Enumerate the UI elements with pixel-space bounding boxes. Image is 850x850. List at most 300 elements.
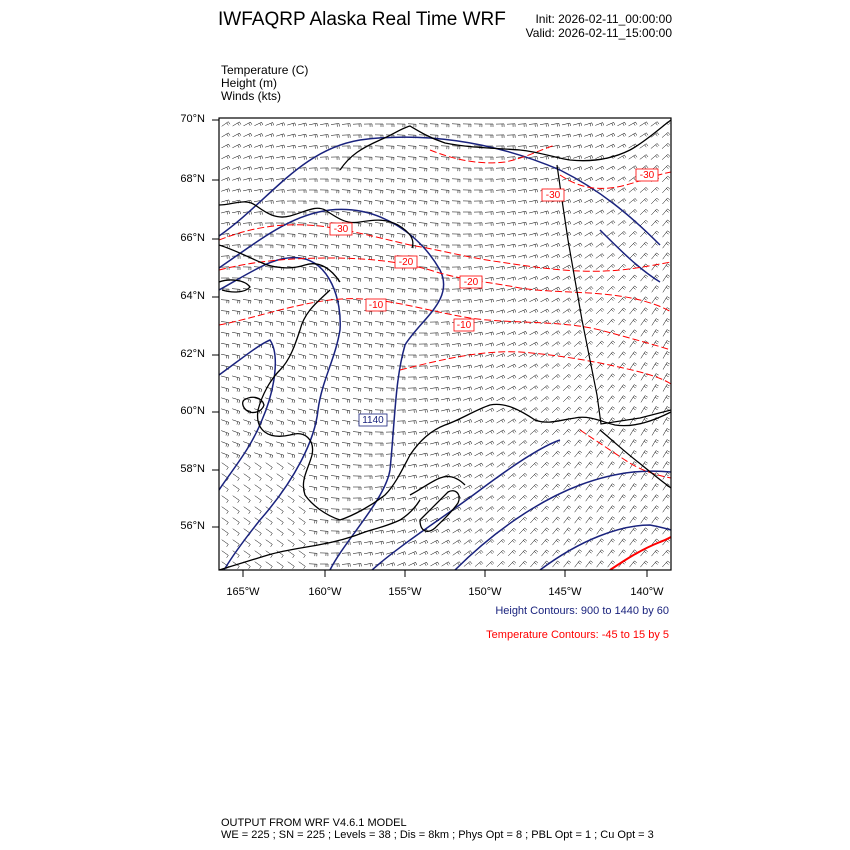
wind-barb <box>629 199 637 204</box>
winds-field-label: Winds (kts) <box>221 89 281 103</box>
wind-barb <box>663 319 670 326</box>
wind-barb <box>618 264 626 270</box>
wind-barb <box>529 298 537 302</box>
wind-barb <box>507 299 516 302</box>
wind-barb <box>575 473 582 479</box>
wind-barb <box>541 386 549 391</box>
wind-barb <box>364 168 372 172</box>
wind-barb <box>530 440 538 445</box>
wind-barb <box>233 540 240 547</box>
contour-labels <box>330 169 658 426</box>
wind-barb <box>320 365 328 370</box>
wind-barb <box>464 485 473 489</box>
wind-barb <box>508 473 516 478</box>
wind-barb <box>419 201 427 205</box>
wind-barb <box>299 496 306 503</box>
wind-barb <box>629 242 637 248</box>
lat-label: 68°N <box>180 173 205 185</box>
wind-barb <box>641 539 648 545</box>
wind-barb <box>496 135 504 138</box>
wind-barb <box>287 201 295 204</box>
wind-barb <box>553 550 560 556</box>
wind-barb <box>596 319 604 325</box>
wind-barb <box>441 223 449 226</box>
wind-barb <box>397 157 405 161</box>
wind-barb <box>431 540 439 544</box>
wind-barb <box>563 396 571 402</box>
wind-barb <box>485 212 493 215</box>
wind-barb <box>441 409 450 412</box>
wind-barb <box>641 385 648 392</box>
wind-barb <box>386 233 394 237</box>
wind-barb <box>320 409 328 414</box>
wind-barb <box>408 388 416 391</box>
wind-barb <box>298 201 306 204</box>
wind-barb <box>243 387 251 392</box>
wind-barb <box>585 297 593 302</box>
wind-barb <box>485 124 493 127</box>
wind-barb <box>342 465 350 469</box>
wind-barb <box>299 540 306 547</box>
wind-barb <box>618 144 627 148</box>
wind-barb <box>353 135 361 138</box>
wind-barb <box>221 376 229 381</box>
wind-barb <box>608 451 615 458</box>
wind-barb <box>288 507 295 514</box>
wind-barb <box>519 386 527 390</box>
wind-barb <box>266 529 273 536</box>
wind-barb <box>430 344 438 347</box>
wind-barb <box>431 551 440 555</box>
wind-barb <box>607 166 616 170</box>
wind-barb <box>353 387 361 391</box>
wind-barb <box>596 352 603 358</box>
wind-barb <box>496 375 505 379</box>
wind-barb <box>320 168 328 171</box>
wind-barb <box>663 385 670 392</box>
wind-barb <box>342 509 350 512</box>
wind-barb <box>342 190 350 194</box>
wind-barb <box>287 365 295 370</box>
wind-barb <box>463 234 471 237</box>
wind-barb <box>641 330 648 337</box>
wind-barb <box>640 242 648 248</box>
model-config: WE = 225 ; SN = 225 ; Levels = 38 ; Dis = 8km ; Phys Opt = 8 ; PBL Opt = 1 ; Cu Opt = 3 <box>221 829 654 841</box>
wind-barb <box>496 179 504 182</box>
wind-barb <box>619 429 626 436</box>
wind-barb <box>529 146 537 149</box>
wind-barb <box>552 451 560 457</box>
wind-barb <box>630 363 637 370</box>
wind-barb <box>541 418 549 423</box>
wind-barb <box>309 475 317 479</box>
temperature-contour-note: Temperature Contours: -45 to 15 by 5 <box>486 629 669 641</box>
wind-barb <box>408 464 416 467</box>
wind-barb <box>519 462 527 467</box>
wind-barb <box>662 198 669 204</box>
wind-barb <box>663 440 670 447</box>
wind-barb <box>452 124 460 127</box>
height-contour-label <box>359 414 387 426</box>
wind-barb <box>496 364 505 368</box>
wind-barb <box>485 288 493 291</box>
wind-barb <box>287 168 295 171</box>
wind-barb <box>408 432 416 435</box>
wind-barb <box>474 376 483 379</box>
wind-barb <box>353 201 361 205</box>
wind-barb <box>232 211 240 214</box>
wind-barb <box>474 419 483 423</box>
wind-barb <box>541 342 549 346</box>
wind-barb <box>309 376 317 381</box>
wind-barb <box>641 286 648 292</box>
wind-barb <box>397 563 406 567</box>
wind-barb <box>375 146 383 149</box>
nunivak-island <box>243 397 264 412</box>
wind-barb <box>551 123 559 126</box>
wind-barb <box>331 179 339 182</box>
wind-barb <box>496 386 505 390</box>
wind-barb <box>276 299 284 303</box>
height-contour <box>219 340 275 490</box>
wind-barb <box>541 528 548 534</box>
wind-barb <box>287 245 295 249</box>
wind-barb <box>485 376 494 380</box>
wind-barb <box>530 408 538 413</box>
wind-barb <box>541 429 549 434</box>
wind-barb <box>640 122 648 126</box>
wind-barb <box>652 253 659 259</box>
wind-barb <box>652 319 659 326</box>
temperature-contour-label <box>395 256 417 268</box>
wind-barb <box>221 409 229 414</box>
wind-barb <box>243 321 251 325</box>
wind-barb <box>474 212 482 215</box>
wind-barb <box>485 135 493 138</box>
wind-barb <box>265 442 273 447</box>
wind-barb <box>320 201 328 204</box>
wind-barb <box>575 550 582 556</box>
wind-barb <box>640 155 648 160</box>
wind-barb <box>309 409 317 414</box>
wind-barb <box>663 451 670 458</box>
temperature-contour-label <box>636 169 658 181</box>
wind-barb <box>419 168 427 172</box>
wind-barb <box>619 539 626 545</box>
wind-barb <box>375 332 383 336</box>
wind-barb <box>474 299 482 302</box>
lon-label: 160°W <box>308 586 342 598</box>
wind-barb <box>474 201 482 204</box>
wind-barb <box>452 311 460 314</box>
wind-barb <box>386 377 394 380</box>
wind-barb <box>641 495 648 502</box>
wind-barb <box>563 309 571 314</box>
wind-barb <box>497 561 505 567</box>
wind-barb <box>452 431 461 434</box>
wind-barb <box>563 265 572 269</box>
lon-label: 150°W <box>468 586 502 598</box>
wind-barb <box>595 144 604 148</box>
bristol-bay-coast <box>340 404 671 520</box>
wind-barb <box>474 124 482 127</box>
wind-barb <box>287 453 295 458</box>
wind-barb <box>265 420 273 425</box>
wind-barb <box>243 431 251 436</box>
wind-barb <box>508 550 516 556</box>
wind-barb <box>430 409 438 412</box>
wind-barb <box>563 320 571 325</box>
wind-barb <box>430 278 438 281</box>
wind-barb <box>474 430 483 434</box>
wind-barb <box>254 212 262 215</box>
wind-barb <box>573 134 581 137</box>
wind-barb <box>265 134 274 138</box>
wind-barb <box>441 376 449 379</box>
wind-barb <box>375 344 383 348</box>
wind-barb <box>243 278 251 282</box>
wind-barb <box>563 407 571 413</box>
wind-barb <box>287 321 295 326</box>
wind-barb <box>453 518 461 522</box>
wind-barb <box>342 244 350 248</box>
wind-barb <box>507 201 515 204</box>
wind-barb <box>254 167 263 171</box>
wind-barb <box>586 550 593 556</box>
height-contour-note: Height Contours: 900 to 1440 by 60 <box>495 605 669 617</box>
wind-barb <box>342 487 350 490</box>
wind-barb <box>518 222 526 225</box>
wind-barb <box>353 432 361 436</box>
wind-barb <box>408 190 416 194</box>
wind-barb <box>232 311 240 315</box>
wind-barb <box>386 366 394 370</box>
wind-barb <box>663 220 670 226</box>
wind-barb <box>618 199 626 204</box>
wind-barb <box>254 145 263 149</box>
wind-barb <box>564 517 571 523</box>
wind-barb <box>375 157 383 160</box>
wind-barb <box>419 311 427 314</box>
wind-barb <box>342 255 350 259</box>
wind-barb <box>530 331 538 335</box>
wind-barb <box>342 431 350 435</box>
wind-barb <box>419 431 427 434</box>
wind-barb <box>475 540 483 545</box>
wind-barb <box>553 539 560 545</box>
wind-barb <box>287 234 295 238</box>
wind-barb <box>552 309 560 313</box>
wind-barb <box>287 398 295 403</box>
wind-barb <box>530 550 537 556</box>
wind-barb <box>309 245 317 249</box>
wind-barb <box>254 453 262 458</box>
wind-barb <box>652 297 659 304</box>
wind-barb <box>641 352 648 359</box>
wind-barb <box>618 308 625 314</box>
wind-barb <box>276 453 284 458</box>
wind-barb <box>265 299 273 303</box>
wind-barb <box>397 454 405 457</box>
wind-barb <box>629 275 636 281</box>
wind-barb <box>663 517 670 523</box>
wind-barb <box>562 221 571 225</box>
wind-barb <box>597 528 604 535</box>
wind-barb <box>364 201 372 205</box>
wind-barb <box>244 463 251 470</box>
wind-barb <box>364 552 372 555</box>
wind-barb <box>397 508 406 511</box>
wind-barb <box>353 398 361 402</box>
wind-barb <box>419 212 427 216</box>
wind-barb <box>265 288 273 292</box>
wind-barb <box>353 454 361 458</box>
wind-barb <box>586 495 593 501</box>
wind-barb <box>663 286 670 293</box>
wind-barb <box>408 168 416 172</box>
wind-barb <box>595 134 604 138</box>
wind-barb <box>232 453 239 459</box>
wind-barb <box>562 123 571 126</box>
wind-barb <box>442 529 451 533</box>
wind-barb <box>342 299 350 303</box>
wind-barb <box>353 542 361 545</box>
wind-barb <box>353 563 361 566</box>
wind-barb <box>574 407 581 413</box>
northwest-coastline <box>219 202 413 248</box>
wind-barb <box>386 541 395 545</box>
wind-barb <box>331 487 339 491</box>
wind-barb <box>419 179 427 183</box>
wind-barb <box>584 166 593 170</box>
wind-barb <box>475 463 484 467</box>
wind-barb <box>552 484 559 490</box>
wind-barb <box>375 179 383 183</box>
wind-barb <box>221 332 229 336</box>
wind-barb <box>641 517 648 524</box>
wind-barb <box>551 222 560 226</box>
wind-barb <box>586 462 593 468</box>
wind-barb <box>662 143 670 148</box>
wind-barb <box>331 124 339 127</box>
wind-barb <box>463 157 471 160</box>
wind-barb <box>441 124 449 127</box>
wind-barb <box>508 397 516 401</box>
wind-barb <box>518 277 527 280</box>
wind-barb <box>331 431 339 435</box>
wind-barb <box>276 376 284 381</box>
wind-barb <box>430 168 438 172</box>
wind-barb <box>485 299 493 302</box>
wind-barb <box>496 124 504 127</box>
wind-barb <box>298 376 306 381</box>
wind-barb <box>573 210 581 214</box>
wind-barb <box>419 366 427 369</box>
wind-barb <box>266 562 273 569</box>
wind-barb <box>298 354 306 359</box>
wind-barb <box>364 124 372 127</box>
wind-barb <box>640 144 648 149</box>
wind-barb <box>608 462 615 469</box>
wind-barb <box>486 528 494 533</box>
wind-barb <box>232 354 240 359</box>
wind-barb <box>342 553 350 556</box>
wind-barb <box>364 487 372 490</box>
wind-barb <box>585 396 592 402</box>
wind-barb <box>474 190 482 193</box>
wind-barb <box>331 531 339 534</box>
wind-barb <box>596 341 604 347</box>
wind-barb <box>564 539 571 545</box>
wind-barb <box>497 452 505 457</box>
wind-barb <box>497 463 505 468</box>
wind-barb <box>630 308 637 314</box>
lon-label: 145°W <box>548 586 582 598</box>
wind-barb <box>574 341 582 346</box>
wind-barb <box>652 495 659 502</box>
wind-barb <box>641 308 648 314</box>
wind-barb <box>463 332 471 335</box>
wind-barb <box>408 300 416 304</box>
wind-barb <box>584 177 592 181</box>
wind-barb <box>629 286 636 292</box>
wind-barb <box>276 212 284 215</box>
wind-barb <box>408 311 416 315</box>
wind-barb <box>540 276 548 280</box>
wind-barb <box>430 124 438 127</box>
temperature-field-label: Temperature (C) <box>221 63 309 77</box>
wind-barb <box>485 245 493 248</box>
wind-barb <box>430 497 439 501</box>
wind-barb <box>430 442 439 445</box>
wind-barb <box>540 156 548 159</box>
wind-barb <box>255 485 262 492</box>
wind-barb <box>386 179 394 183</box>
wind-barb <box>298 145 306 148</box>
wind-barb <box>540 178 549 181</box>
wind-barb <box>485 332 493 335</box>
wind-barb <box>320 244 328 248</box>
temperature-contour-label <box>542 189 564 201</box>
axis-ticks <box>212 120 647 577</box>
wind-barb <box>652 528 659 534</box>
wind-barb <box>276 134 284 137</box>
wind-barb <box>619 495 626 502</box>
wind-barb <box>309 387 317 392</box>
wind-barb <box>364 432 372 435</box>
wind-barb <box>265 223 273 226</box>
wind-barb <box>254 354 262 359</box>
wind-barb <box>309 453 317 458</box>
wind-barb <box>353 157 361 160</box>
wind-barb <box>320 442 328 446</box>
wind-barb <box>265 321 273 326</box>
wind-barb <box>309 310 317 315</box>
wind-barb <box>244 122 252 126</box>
wind-barb <box>331 398 339 402</box>
wind-barb <box>408 157 416 161</box>
wind-barb <box>430 179 438 183</box>
wind-barb <box>529 200 538 203</box>
wind-barb <box>641 374 648 381</box>
wind-barb <box>584 145 592 149</box>
wind-barb <box>452 234 460 237</box>
wind-barb <box>298 343 306 348</box>
wind-barb <box>508 484 516 489</box>
wind-barb <box>463 289 471 292</box>
wind-barb <box>375 266 383 270</box>
wind-barb <box>320 398 328 403</box>
